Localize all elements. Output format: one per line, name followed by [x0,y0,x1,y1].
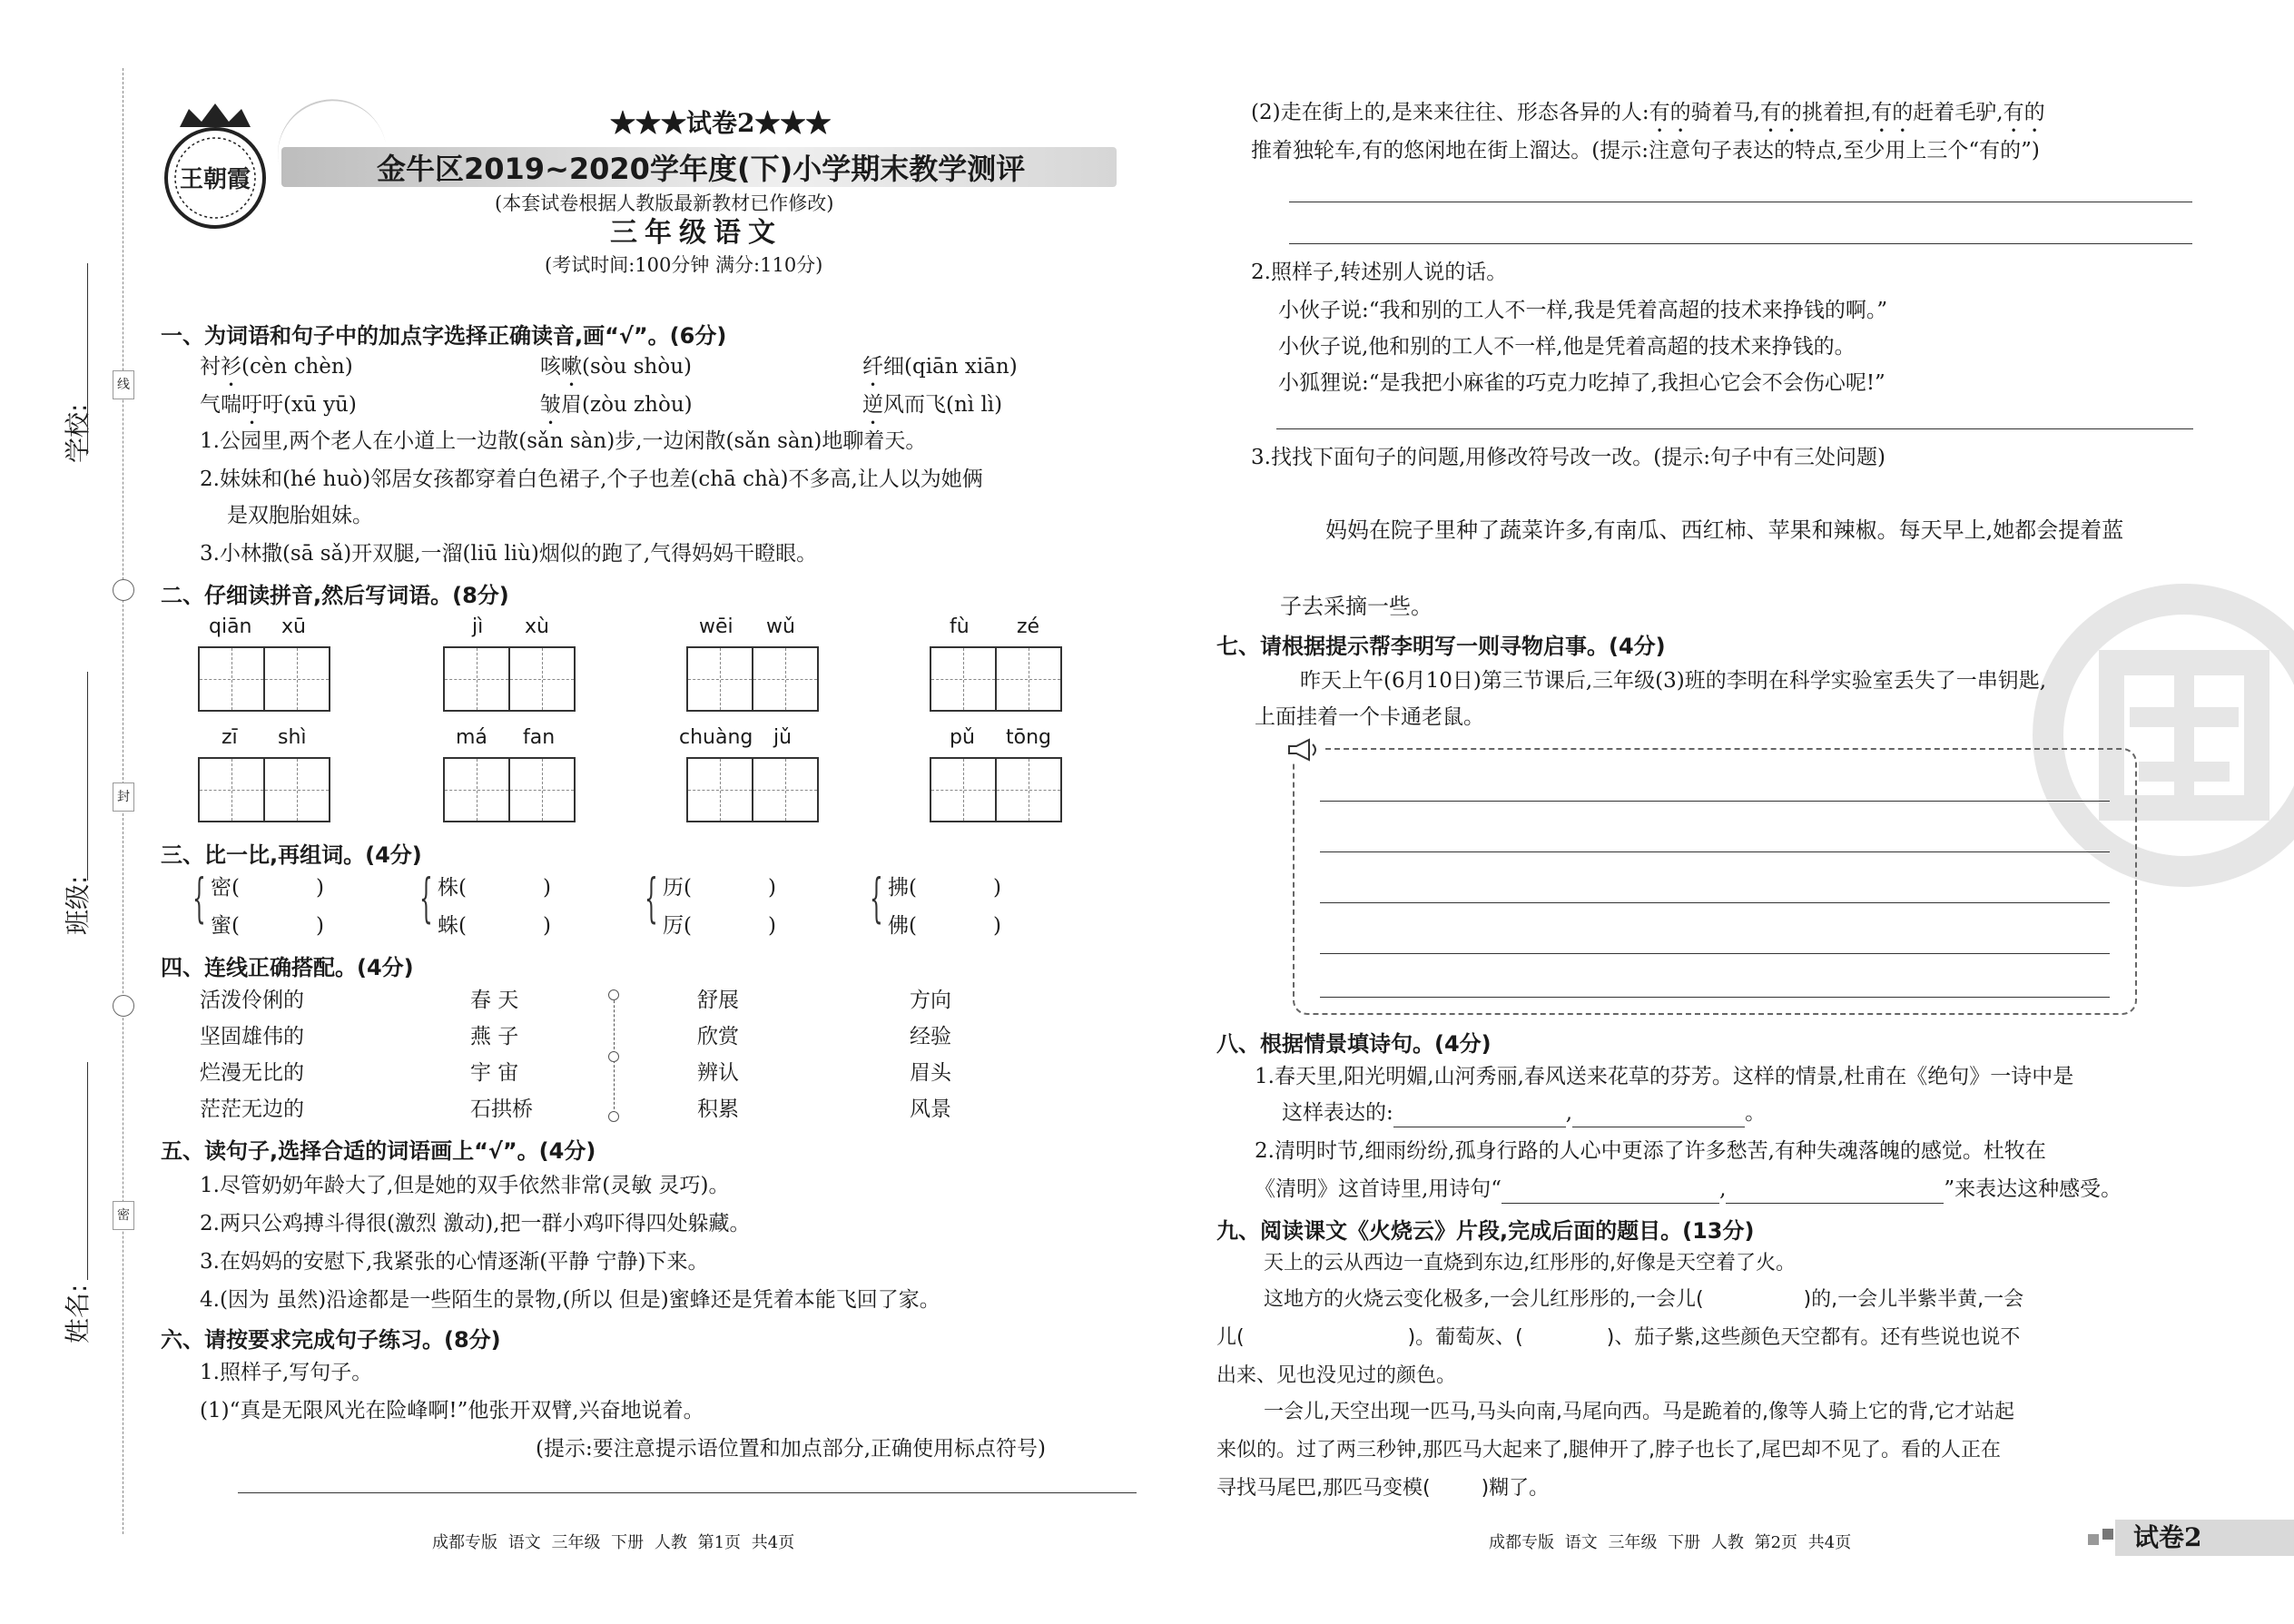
s6-q2: 2.照样子,转述别人说的话。 [1251,261,1508,284]
brace: { [870,867,883,929]
answer-line[interactable] [1276,428,2193,429]
answer-line[interactable] [238,1492,1137,1493]
s1-word-1: 衬衫(cèn chèn) [200,355,353,379]
match-col1: 茫茫无边的 [200,1097,304,1121]
s9-p1: 天上的云从西边一直烧到东边,红彤彤的,好像是天空着了火。 [1264,1252,1796,1275]
logo-text: 王朝霞 [179,166,251,193]
s8-q2b-mid: , [1719,1177,1727,1201]
s5-q2: 2.两只公鸡搏斗得很(激烈 激动),把一群小鸡吓得四处躲藏。 [200,1212,751,1235]
s9-p2a-end: )的,一会儿半紫半黄,一会 [1803,1288,2024,1311]
dense-mark: 密 [113,1201,134,1230]
s1-word-6: 逆风而飞(nì lì) [862,393,1003,417]
school-label: 学校: [63,403,93,463]
match-col4: 经验 [910,1025,951,1048]
pinyin: shì [278,726,307,749]
compare-char: 密( [211,876,240,900]
match-col3: 辨认 [697,1061,739,1085]
s9-p3c-end: )糊了。 [1481,1477,1550,1500]
s6-q1-2b: 推着独轮车,有的悠闲地在街上溜达。(提示:注意句子表达的特点,至少用上三个“有的”) [1251,139,2040,162]
answer-line[interactable] [1289,243,2192,244]
pinyin: jǔ [773,726,793,749]
match-col2: 春 天 [470,989,519,1012]
s5-title: 五、读句子,选择合适的词语画上“√”。(4分) [161,1138,596,1164]
s6-q2-task: 小狐狸说:“是我把小麻雀的巧克力吃掉了,我担心它会不会伤心呢!” [1278,371,1885,395]
s5-q4: 4.(因为 虽然)沿途都是一些陌生的景物,(所以 但是)蜜蜂还是凭着本能飞回了家。 [200,1288,940,1312]
s6-q1-1-hint: (提示:要注意提示语位置和加点部分,正确使用标点符号) [536,1437,1047,1461]
s1-q1: 1.公园里,两个老人在小道上一边散(sǎn sàn)步,一边闲散(sǎn sàn)地聊着天。 [200,429,927,453]
s6-q1-2a: (2)走在街上的,是来来往往、形态各异的人:有的骑着马,有的挑着担,有的赶着毛驴,有的 [1251,101,2045,124]
subtitle: (本套试卷根据人教版最新教材已作修改) [495,192,834,214]
match-col4: 眉头 [910,1061,951,1085]
s9-title: 九、阅读课文《火烧云》片段,完成后面的题目。(13分) [1216,1218,1755,1244]
writing-grid[interactable] [443,646,576,712]
seal-mark: 封 [113,782,134,812]
poem-blank[interactable] [1393,1105,1566,1127]
s1-q2b: 是双胞胎姐妹。 [227,504,373,527]
s4-title: 四、连线正确搭配。(4分) [161,955,414,980]
s6-q3-a: 妈妈在院子里种了蔬菜许多,有南瓜、西红柿、苹果和辣椒。每天早上,她都会提着蓝 [1325,517,2124,543]
brace: { [419,867,433,929]
match-col4: 风景 [910,1097,951,1121]
divider-dot [608,1051,619,1062]
divider-dot [608,989,619,1000]
match-col4: 方向 [910,989,951,1012]
pinyin: má [456,726,487,749]
match-col1: 坚固雄伟的 [200,1025,304,1048]
pinyin: wēi [699,615,733,638]
pinyin: zé [1017,615,1040,638]
s9-p3c [1216,1474,1549,1503]
compare-close: ) [993,914,1001,938]
s6-q2-ex2: 小伙子说,他和别的工人不一样,他是凭着高超的技术来挣钱的。 [1278,335,1856,359]
s8-title: 八、根据情景填诗句。(4分) [1216,1031,1492,1057]
megaphone-icon [1285,737,1322,763]
s8-q1a: 1.春天里,阳光明媚,山河秀丽,春风送来花草的芬芳。这样的情景,杜甫在《绝句》一诗中是 [1255,1065,2074,1088]
s9-p3c-pre: 寻找马尾巴,那匹马变模( [1216,1477,1431,1500]
s7-p2: 上面挂着一个卡通老鼠。 [1255,705,1484,729]
pinyin: xū [281,615,306,638]
name-label: 姓名: [63,1284,93,1343]
match-col2: 石拱桥 [470,1097,533,1121]
writing-grid[interactable] [198,757,330,822]
name-line[interactable] [87,1062,88,1280]
match-col2: 宇 宙 [470,1061,519,1085]
s8-q2b-end: ”来表达这种感受。 [1944,1177,2122,1201]
divider-dot [608,1111,619,1122]
compare-close: ) [768,914,776,938]
s6-q1: 1.照样子,写句子。 [200,1361,373,1384]
s9-p2a-text: 这地方的火烧云变化极多,一会儿红彤彤的,一会儿( [1264,1288,1704,1311]
s1-q2a: 2.妹妹和(hé huò)邻居女孩都穿着白色裙子,个子也差(chā chà)不多高,让人以为她俩 [200,468,983,491]
class-label: 班级: [63,875,93,935]
pinyin: tōng [1006,726,1051,749]
compare-char: 厉( [663,914,692,938]
match-col3: 欣赏 [697,1025,739,1048]
compare-close: ) [543,876,551,900]
main-title: 金牛区2019~2020学年度(下)小学期末教学测评 [377,152,1026,186]
match-col3: 积累 [697,1097,739,1121]
s1-word-3: 纤细(qiān xiān) [862,355,1018,379]
answer-line[interactable] [1320,902,2110,903]
s8-q1b [1282,1098,1766,1127]
s2-title: 二、仔细读拼音,然后写词语。(8分) [161,583,509,608]
pinyin: wǔ [766,615,795,638]
s9-p3a: 一会儿,天空出现一匹马,马头向南,马尾向西。马是跪着的,像等人骑上它的背,它才站起 [1264,1401,2014,1423]
grade-title: 三年级语文 [610,217,783,249]
pinyin: chuàng [679,726,753,749]
exam-info: (考试时间:100分钟 满分:110分) [545,254,823,276]
s5-q3: 3.在妈妈的安慰下,我紧张的心情逐渐(平静 宁静)下来。 [200,1250,709,1274]
s9-p2b-end: )、茄子紫,这些颜色天空都有。还有些说也说不 [1606,1326,2021,1349]
compare-char: 蛛( [438,914,467,938]
notice-writing-box[interactable] [1293,748,2137,1015]
match-col1: 烂漫无比的 [200,1061,304,1085]
s8-q2b [1255,1175,2122,1204]
writing-grid[interactable] [686,646,819,712]
s8-q1b-pre: 这样表达的: [1282,1101,1393,1125]
answer-line[interactable] [1320,851,2110,852]
compare-close: ) [316,914,324,938]
footer-right: 成都专版 语文 三年级 下册 人教 第2页 共4页 [1489,1533,1852,1552]
compare-close: ) [993,876,1001,900]
footer-squares-icon [2088,1534,2099,1545]
compare-close: ) [316,876,324,900]
writing-grid[interactable] [443,757,576,822]
s9-p2c: 出来、见也没见过的颜色。 [1216,1364,1457,1387]
writing-grid[interactable] [198,646,330,712]
logo-seal-icon [162,98,269,234]
compare-char: 历( [663,876,692,900]
footer-squares-icon [2102,1529,2113,1540]
s7-title: 七、请根据提示帮李明写一则寻物启事。(4分) [1216,634,1666,659]
scissor-icon [113,995,134,1017]
footer-left: 成都专版 语文 三年级 下册 人教 第1页 共4页 [432,1533,795,1552]
footer-tag: 试卷2 [2133,1522,2202,1552]
s9-p2a [1264,1285,2023,1314]
pinyin: xù [525,615,549,638]
compare-char: 拂( [888,876,917,900]
poem-blank[interactable] [1572,1105,1745,1127]
pinyin: fan [523,726,556,749]
s9-p2b-mid: )。葡萄灰、( [1407,1326,1523,1349]
pinyin: zī [222,726,238,749]
s9-p2b-pre: 儿( [1216,1326,1245,1349]
s6-title: 六、请按要求完成句子练习。(8分) [161,1327,501,1353]
s5-q1: 1.尽管奶奶年龄大了,但是她的双手依然非常(灵敏 灵巧)。 [200,1174,730,1197]
scissor-icon [113,579,134,601]
pinyin: jì [472,615,484,638]
compare-close: ) [768,876,776,900]
match-col2: 燕 子 [470,1025,519,1048]
writing-grid[interactable] [686,757,819,822]
match-col3: 舒展 [697,989,739,1012]
class-line[interactable] [87,672,88,881]
s1-word-5: 皱眉(zòu zhòu) [540,393,693,417]
s1-q3: 3.小林撒(sā sǎ)开双腿,一溜(liū liù)烟似的跑了,气得妈妈干瞪眼。 [200,542,818,566]
brace: { [645,867,658,929]
s9-p3b: 来似的。过了两三秒钟,那匹马大起来了,腿伸开了,脖子也长了,尾巴却不见了。看的人正在 [1216,1439,2001,1462]
s1-title: 一、为词语和句子中的加点字选择正确读音,画“√”。(6分) [161,323,727,349]
stars-title: ★★★试卷2★★★ [610,108,832,138]
pinyin: qiān [209,615,252,638]
school-line[interactable] [87,263,88,454]
compare-char: 株( [438,876,467,900]
poem-blank[interactable] [1726,1181,1944,1204]
answer-line[interactable] [1320,953,2110,954]
s8-q1b-end: 。 [1745,1101,1767,1125]
compare-char: 蜜( [211,914,240,938]
s8-q2a: 2.清明时节,细雨纷纷,孤身行路的人心中更添了许多愁苦,有种失魂落魄的感觉。杜牧在 [1255,1139,2046,1163]
s9-p2b [1216,1324,2020,1353]
s7-p1: 昨天上午(6月10日)第三节课后,三年级(3)班的李明在科学实验室丢失了一串钥匙, [1300,669,2047,693]
s1-word-4: 气喘吁吁(xū yū) [200,393,357,417]
s1-word-2: 咳嗽(sòu shòu) [540,355,692,379]
answer-line[interactable] [1320,801,2110,802]
poem-blank[interactable] [1501,1181,1719,1204]
s8-q1b-mid: , [1565,1101,1573,1125]
s3-title: 三、比一比,再组词。(4分) [161,842,422,868]
pinyin: pǔ [950,726,975,749]
pinyin: fù [950,615,970,638]
s6-q3-b: 子去采摘一些。 [1280,594,1433,619]
s8-q2b-pre: 《清明》这首诗里,用诗句“ [1255,1177,1502,1201]
compare-char: 佛( [888,914,917,938]
line-mark: 线 [113,370,134,399]
s6-q2-ex1: 小伙子说:“我和别的工人不一样,我是凭着高超的技术来挣钱的啊。” [1278,299,1888,322]
brace: { [192,867,206,929]
s6-q1-1: (1)“真是无限风光在险峰啊!”他张开双臂,兴奋地说着。 [200,1399,704,1422]
writing-grid[interactable] [930,757,1062,822]
writing-grid[interactable] [930,646,1062,712]
match-col1: 活泼伶俐的 [200,989,304,1012]
compare-close: ) [543,914,551,938]
s6-q3: 3.找找下面句子的问题,用修改符号改一改。(提示:句子中有三处问题) [1251,446,1885,469]
answer-line[interactable] [1320,997,2110,998]
